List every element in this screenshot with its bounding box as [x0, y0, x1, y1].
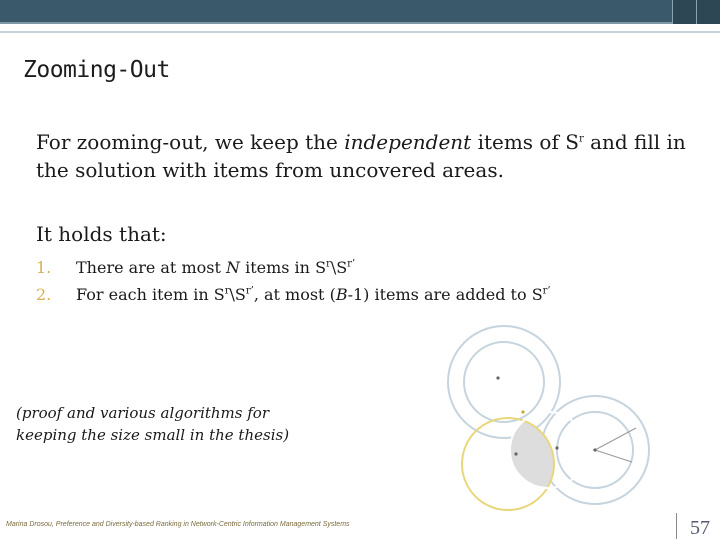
- banner-square: [696, 0, 720, 24]
- para1-emphasis: independent: [344, 130, 472, 154]
- radius-line: [595, 450, 632, 462]
- paragraph-holds: It holds that:: [36, 222, 167, 246]
- list-sup: r’: [347, 258, 356, 270]
- item-point: [521, 410, 524, 413]
- footer-text: Marina Drosou, Preference and Diversity-based Ranking in Network-Centric Information Management Systems: [6, 521, 350, 528]
- top-banner: [0, 0, 720, 24]
- list-text: items in S: [239, 258, 327, 277]
- list-item: [36, 254, 551, 281]
- radius-line: [595, 428, 636, 450]
- inner-circle: [464, 342, 544, 422]
- list-text: For each item in S: [76, 285, 225, 304]
- zoom-out-circles-figure: [420, 322, 660, 522]
- list-sup: r’: [542, 285, 551, 297]
- list-sup: r: [224, 285, 230, 297]
- list-var: N: [225, 258, 240, 277]
- list-sup: r’: [245, 285, 254, 297]
- list-number: 2.: [36, 285, 52, 304]
- slide-title: Zooming-Out: [23, 57, 170, 83]
- list-item: [36, 281, 551, 308]
- paragraph-zooming-out: [36, 128, 686, 184]
- proof-note: (proof and various algorithms for keeping the size small in the thesis): [16, 404, 290, 444]
- item-point: [555, 446, 558, 449]
- page-number: 57: [690, 517, 710, 539]
- para1-text: items of S: [471, 130, 579, 154]
- footer-divider: [676, 513, 677, 539]
- para1-superscript: r: [578, 133, 584, 145]
- list-number: 1.: [36, 258, 52, 277]
- item-point: [496, 376, 499, 379]
- item-point: [514, 452, 517, 455]
- item-point: [593, 448, 596, 451]
- top-rule: [0, 31, 720, 33]
- list-text: \S: [330, 258, 348, 277]
- banner-square: [672, 0, 697, 24]
- list-var: B: [335, 285, 348, 304]
- list-text: \S: [229, 285, 246, 304]
- list-sup: r: [326, 258, 331, 270]
- numbered-list: [36, 254, 551, 308]
- banner-band: [0, 22, 720, 24]
- para1-text: For zooming-out, we keep the: [36, 130, 345, 154]
- para1-text: and fill in the solution with items from uncovered areas.: [36, 130, 686, 182]
- list-text: There are at most: [76, 258, 226, 277]
- list-text: , at most (: [253, 285, 336, 304]
- list-text: -1) items are added to S: [347, 285, 543, 304]
